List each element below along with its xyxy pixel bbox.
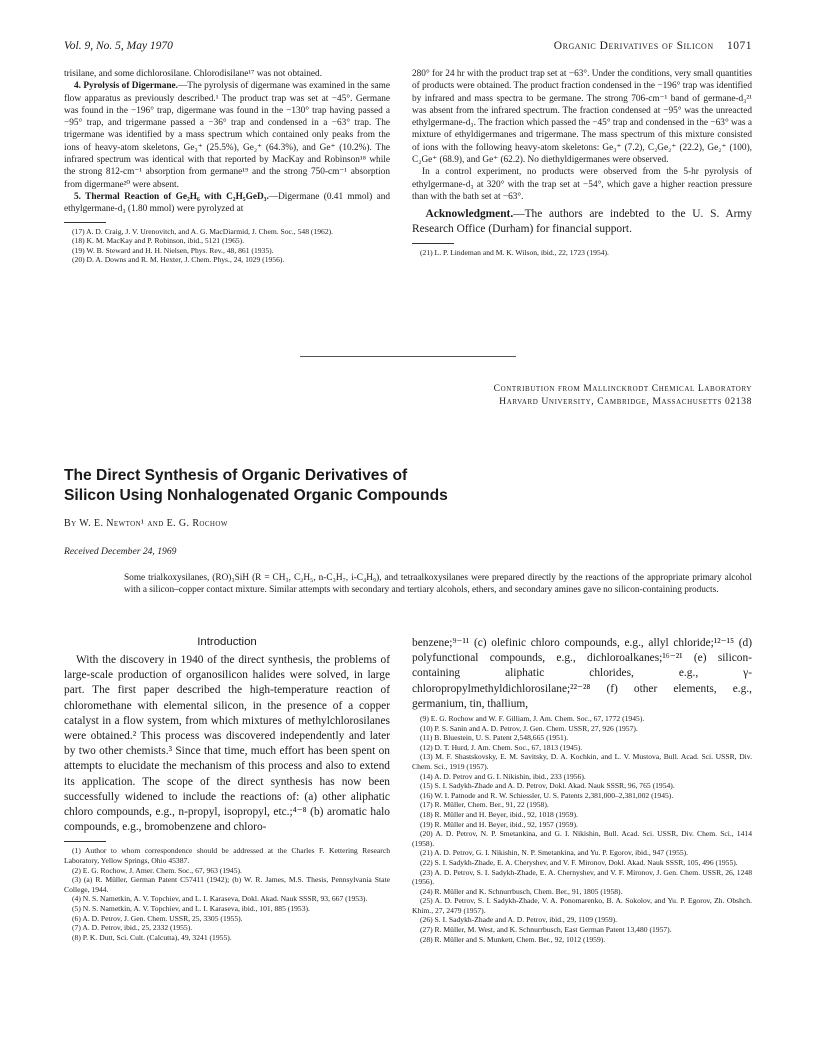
footnote-rule [412, 243, 454, 244]
footnote: (25) A. D. Petrov, S. I. Sadykh-Zhade, V. A. Ponomarenko, B. A. Sokolov, and Yu. P. Egorov, Zh. Obshch. Khim., 27, 2479 (1957). [412, 896, 752, 915]
page-number: 1071 [727, 40, 752, 52]
top-right-column [412, 68, 752, 258]
title-line: The Direct Synthesis of Organic Derivatives of [64, 467, 408, 484]
footnote: (27) R. Müller, M. West, and K. Schnurrbusch, East German Patent 13,480 (1957). [420, 925, 672, 935]
footnote: (10) P. S. Sanin and A. D. Petrov, J. Gen. Chem. USSR, 27, 926 (1957). [420, 723, 638, 733]
footnote: (21) A. D. Petrov, G. I. Nikishin, N. P. Smetankina, and Yu. P. Egorov, ibid., 947 (1955). [420, 848, 689, 858]
article-title [64, 466, 764, 506]
received-date: Received December 24, 1969 [64, 546, 177, 557]
top-left-column [64, 68, 390, 265]
contribution-line: Harvard University, Cambridge, Massachusetts 02138 [499, 396, 752, 407]
footnote: (21) L. P. Lindeman and M. K. Wilson, ibid., 22, 1723 (1954). [420, 248, 609, 258]
acknowledgment-heading: Acknowledgment. [425, 208, 514, 221]
footnote: (5) N. S. Nametkin, A. V. Topchiev, and L. I. Karaseva, ibid., 101, 885 (1953). [72, 904, 310, 913]
section-heading: 5. Thermal Reaction of Ge₂H₆ with C₂H₅GeD₃. [74, 191, 269, 202]
contribution-block [494, 382, 752, 408]
footnote: (17) R. Müller, Chem. Ber., 91, 22 (1958). [420, 800, 549, 810]
footnote-rule [64, 222, 106, 223]
footnote: (13) M. F. Shastskovsky, E. M. Savitsky, D. A. Kochkin, and L. V. Mustova, Bull. Acad. Sci. USSR, Div. Chem. Sci., 1919 (1957). [412, 752, 752, 771]
footnote: (4) N. S. Nametkin, A. V. Topchiev, and L. I. Karaseva, Dokl. Akad. Nauk SSSR, 93, 667 (1953). [72, 894, 368, 904]
footnote: (8) P. K. Dutt, Sci. Cult. (Calcutta), 49, 3241 (1955). [72, 932, 232, 942]
footnote: (19) W. B. Steward and H. H. Nielsen, Phys. Rev., 48, 861 (1935). [72, 245, 274, 255]
article-separator [300, 356, 516, 357]
section-heading: Introduction [197, 636, 257, 648]
paragraph: trisilane, and some dichlorosilane. Chlorodisilane¹⁷ was not obtained. [64, 69, 323, 79]
footnote: (17) A. D. Craig, J. V. Urenovitch, and A. G. MacDiarmid, J. Chem. Soc., 548 (1962). [72, 226, 334, 236]
running-title [554, 40, 752, 52]
footnote-rule [64, 841, 106, 842]
footnote: (1) Author to whom correspondence should be addressed at the Charles F. Kettering Research Laboratory, Yellow Springs, Ohio 45387. [64, 846, 390, 866]
paragraph: benzene;⁹⁻¹¹ (c) olefinic chloro compounds, e.g., allyl chloride;¹²⁻¹⁵ (d) polyfunctional compounds, e.g., dichloroalkanes;¹⁶⁻²¹ (e) silicon-containing aliphatic chlorides, e.g., γ-chloropropylmethyldichlorosilane;²²⁻²⁸ (f) other elements, e.g., germanium, tin, thallium, [412, 637, 752, 710]
footnote: (7) A. D. Petrov, ibid., 25, 2332 (1955). [72, 923, 193, 933]
footnote: (2) E. G. Rochow, J. Amer. Chem. Soc., 67, 963 (1945). [72, 865, 242, 875]
running-title-text: Organic Derivatives of Silicon [553, 40, 714, 52]
footnote: (20) A. D. Petrov, N. P. Smetankina, and G. I. Nikishin, Bull. Acad. Sci. USSR, Div. Chem. Sci., 1414 (1958). [412, 829, 752, 848]
footnote: (14) A. D. Petrov and G. I. Nikishin, ibid., 233 (1956). [420, 771, 586, 781]
footnotes [64, 846, 390, 942]
footnote: (12) D. T. Hurd, J. Am. Chem. Soc., 67, 1813 (1945). [420, 742, 583, 752]
title-line: Silicon Using Nonhalogenated Organic Compounds [64, 487, 448, 504]
footnote: (6) A. D. Petrov, J. Gen. Chem. USSR, 25, 3305 (1955). [72, 913, 243, 923]
journal-volume: Vol. 9, No. 5, May 1970 [64, 40, 173, 52]
continuation-column [412, 636, 752, 944]
introduction-body [64, 653, 390, 835]
byline: By W. E. Newton¹ and E. G. Rochow [64, 518, 228, 529]
footnote: (16) W. I. Patnode and R. W. Schiessler, U. S. Patents 2,381,000–2,381,002 (1945). [420, 790, 674, 800]
paragraph [64, 191, 390, 216]
footnotes [64, 227, 390, 265]
footnote: (9) E. G. Rochow and W. F. Gilliam, J. Am. Chem. Soc., 67, 1772 (1945). [420, 714, 645, 724]
footnote: (11) B. Bluestein, U. S. Patent 2,548,665 (1951). [420, 733, 569, 743]
footnote: (18) K. M. MacKay and P. Robinson, ibid., 5121 (1965). [72, 236, 245, 246]
continuation-body [412, 636, 752, 712]
paragraph-body: —Digermane (0.41 mmol) and ethylgermane-d₃ (1.80 mmol) were pyrolyzed at [64, 191, 390, 215]
footnotes [412, 714, 752, 944]
footnote: (19) R. Müller and H. Beyer, ibid., 92, 1957 (1959). [420, 819, 578, 829]
running-header [64, 40, 752, 56]
abstract: Some trialkoxysilanes, (RO)₃SiH (R = CH₃, C₂H₅, n-C₃H₇, i-C₄H₉), and tetraalkoxysilanes were prepared directly by the reactions of the appropriate primary alcohol with a silicon–copper contact mixture. Similar attempts with secondary and tertiary alcohols, ethers, and secondary amines gave no silicon-containing products. [124, 573, 752, 596]
paragraph: 280° for 24 hr with the product trap set at −63°. Under the conditions, very small quantities of products were obtained. The product fraction condensed in the −196° trap was identified by infrared and mass spectra to be germane. The strong 706-cm⁻¹ band of germane-d₃²¹ was absent from the infrared spectrum. The fraction condensed at −95° was the unreacted ethylgermane-d₃. The fraction which passed the −45° trap and condensed in the −63° was a mixture of ethyldigermanes and trigermane. The mass spectrum of this mixture consisted of ions with the following heavy-atom skeletons: Ge₃⁺ (7.2), C₂Ge₂⁺ (22.2), Ge₂⁺ (100), C₂Ge⁺ (68.9), and Ge⁺ (62.2). No diethyldigermanes were observed. [412, 69, 752, 166]
footnote: (26) S. I. Sadykh-Zhade and A. D. Petrov, ibid., 29, 1109 (1959). [420, 915, 618, 925]
acknowledgment-body: —The authors are indebted to the U. S. Army Research Office (Durham) for financial support. [412, 208, 752, 236]
footnotes [412, 248, 752, 258]
paragraph-body: —The pyrolysis of digermane was examined in the same flow apparatus as previously described.¹ The product trap was set at −45°. Germane was found in the −196° trap, digermane was found in the −130° trap having passed a −95° trap, and trigermane passed a −36° trap and condensed in a −63° trap. The trigermane was identified by a mass spectrum which contained only peaks from the ions of heavy-atom skeletons, Ge₃⁺ (25.5%), Ge₂⁺ (64.3%), and Ge⁺ (10.2%). The infrared spectrum was identical with that reported by MacKay and Robinson¹⁸ while the strong 812-cm⁻¹ absorption from germane¹⁹ and the strong 750-cm⁻¹ absorption from digermane²⁰ were absent. [64, 81, 390, 190]
footnote: (24) R. Müller and K. Schnurrbusch, Chem. Ber., 91, 1805 (1958). [420, 886, 623, 896]
introduction-column [64, 636, 390, 942]
footnote: (22) S. I. Sadykh-Zhade, E. A. Cheryshev, and V. F. Mironov, Dokl. Akad. Nauk SSSR, 105, 496 (1955). [420, 857, 738, 867]
footnote: (15) S. I. Sadykh-Zhade and A. D. Petrov, Dokl. Akad. Nauk SSSR, 96, 765 (1954). [420, 781, 675, 791]
acknowledgment [412, 207, 752, 237]
paragraph [64, 80, 390, 191]
contribution-line: Contribution from Mallinckrodt Chemical Laboratory [493, 383, 752, 394]
section-heading: 4. Pyrolysis of Digermane. [74, 81, 178, 92]
paragraph: In a control experiment, no products were observed from the 5-hr pyrolysis of ethylgermane-d₃ at 320° with the trap set at −54°, which gave a higher reaction pressure than with the bath set at −63°. [412, 167, 752, 202]
footnote: (20) D. A. Downs and R. M. Hexter, J. Chem. Phys., 24, 1029 (1956). [72, 255, 285, 265]
footnote: (23) A. D. Petrov, S. I. Sadykh-Zhade, E. A. Chernyshev, and V. F. Mironov, J. Gen. Chem. USSR, 26, 1248 (1956). [412, 867, 752, 887]
footnote: (28) R. Müller and S. Munkett, Chem. Ber., 92, 1012 (1959). [420, 934, 606, 944]
paragraph: With the discovery in 1940 of the direct synthesis, the problems of large-scale production of organosilicon halides were solved, in large part. The first paper described the high-temperature reaction of chloromethane with elemental silicon, in the presence of a copper catalyst in a flow system, from which mixtures of methylchlorosilanes were obtained.² This process was discovered independently and later by two other chemists.³ Since that time, much effort has been spent on attempts to elucidate the mechanism of this process and also to extend its application. The scope of the direct synthesis has now been successfully widened to include the reactions of: (a) other aliphatic chloro compounds, e.g., n-propyl, isopropyl, etc.;⁴⁻⁸ (b) aromatic halo compounds, e.g., bromobenzene and chloro- [64, 654, 390, 834]
footnote: (3) (a) R. Müller, German Patent C57411 (1942); (b) W. R. James, M.S. Thesis, Pennsylvania State College, 1944. [64, 875, 390, 894]
footnote: (18) R. Müller and H. Beyer, ibid., 92, 1018 (1959). [420, 809, 578, 819]
